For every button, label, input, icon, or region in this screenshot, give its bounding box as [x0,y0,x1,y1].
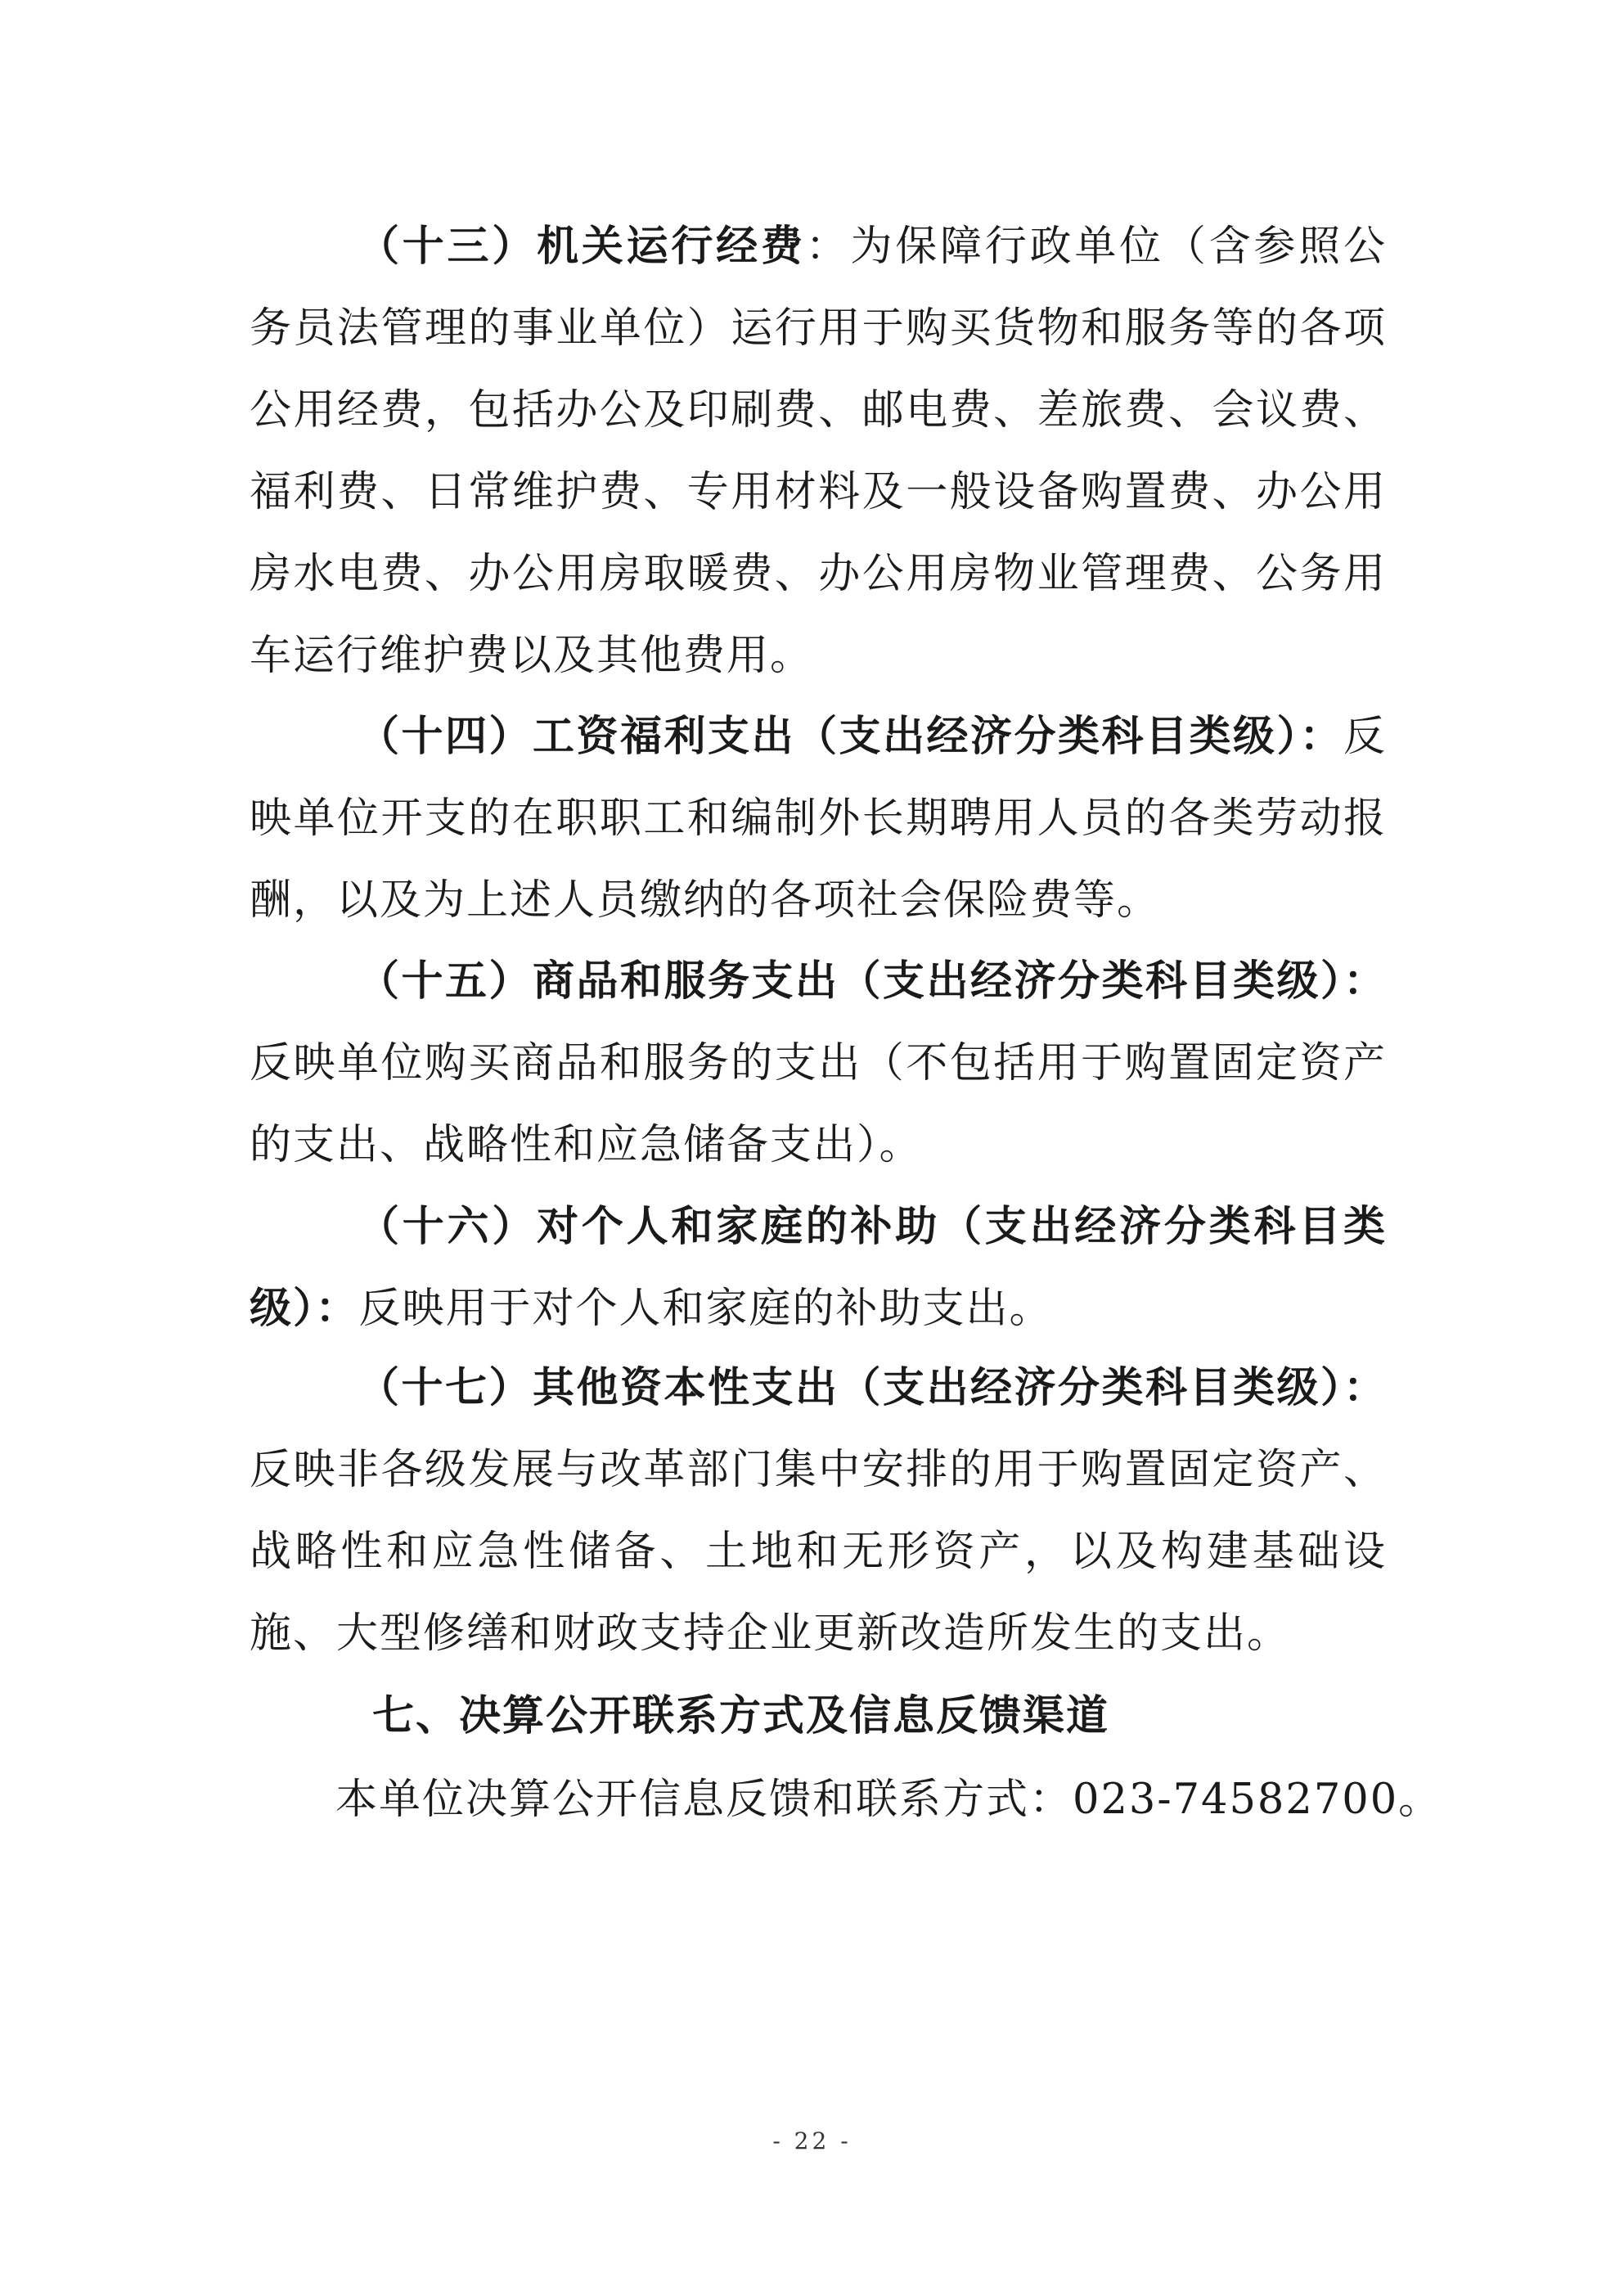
item-17-body: 反映非各级发展与改革部门集中安排的用于购置固定资产、战略性和应急性储备、土地和无形资产，以及构建基础设施、大型修缮和财政支持企业更新改造所发生的支出。 [250,1446,1387,1658]
paragraph-item-14 [250,696,1387,942]
item-13-title: （十三）机关运行经费 [358,223,806,271]
item-15-body: 反映单位购买商品和服务的支出（不包括用于购置固定资产的支出、战略性和应急储备支出）。 [250,1039,1387,1169]
paragraph-item-13 [250,206,1387,697]
item-15-title: （十五）商品和服务支出（支出经济分类科目类级）： [358,957,1387,1006]
item-14-title: （十四）工资福利支出（支出经济分类科目类级）： [358,713,1343,761]
section-heading: 七、决算公开联系方式及信息反馈渠道 [372,1692,1110,1740]
item-14-body: 反映单位开支的在职职工和编制外长期聘用人员的各类劳动报酬，以及为上述人员缴纳的各项社会保险费等。 [250,713,1387,925]
item-13-body: ：为保障行政单位（含参照公务员法管理的事业单位）运行用于购买货物和服务等的各项公用经费，包括办公及印刷费、邮电费、差旅费、会议费、福利费、日常维护费、专用材料及一般设备购置费、办公用房水电费、办公用房取暖费、办公用房物业管理费、公务用车运行维护费以及其他费用。 [250,223,1387,680]
item-16-body: 反映用于对个人和家庭的补助支出。 [358,1285,1053,1333]
paragraph-item-15 [250,941,1387,1186]
paragraph-item-16 [250,1186,1387,1350]
page-number: - 22 - [772,2127,852,2154]
item-16-title: （十六）对个人和家庭的补助（支出经济分类科目类级）： [250,1203,1387,1333]
contact-info: 本单位决算公开信息反馈和联系方式：023-74582700。 [335,1776,1442,1824]
paragraph-item-17 [250,1348,1387,1675]
item-17-title: （十七）其他资本性支出（支出经济分类科目类级）： [358,1364,1387,1412]
